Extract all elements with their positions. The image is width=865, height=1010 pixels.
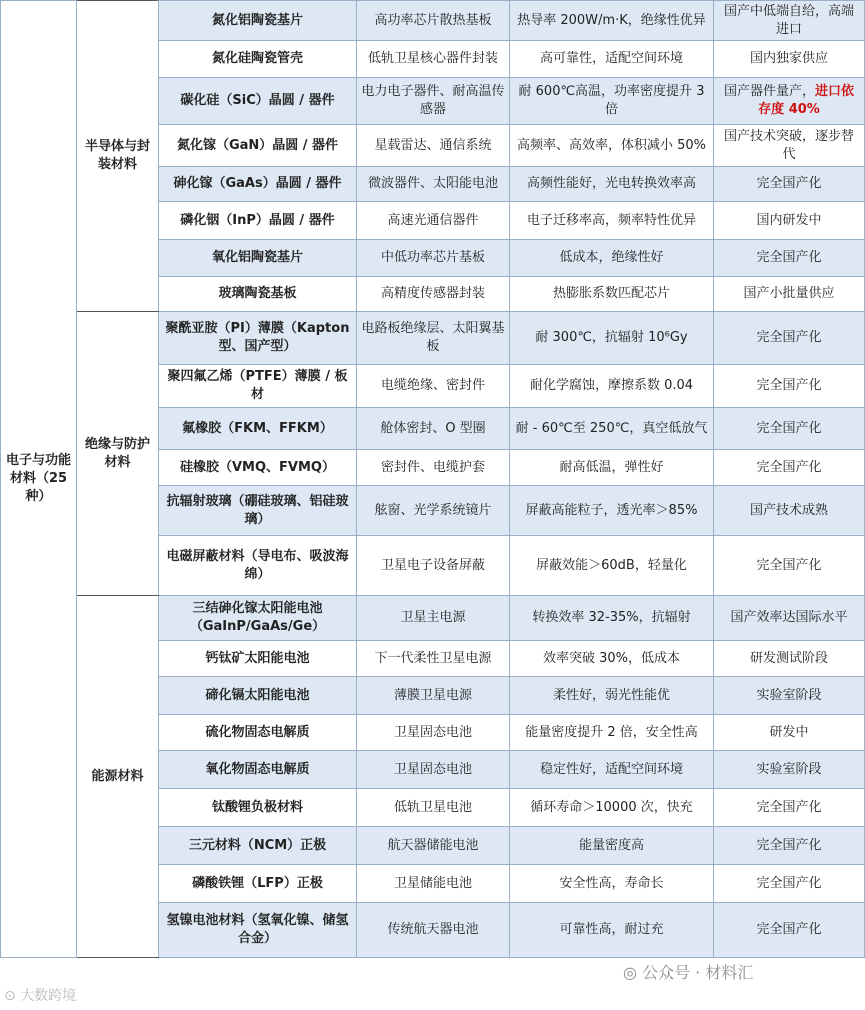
application-cell [357, 677, 510, 715]
performance-text: 稳定性好，适配空间环境 [539, 761, 683, 777]
subcategory-cell: 绝缘与防护材料 [77, 312, 159, 596]
status-text: 完全国产化 [756, 459, 822, 475]
status-cell [714, 240, 865, 277]
status-text: 完全国产化 [756, 330, 822, 345]
application-text: 航天器储能电池 [387, 837, 479, 853]
status-text: 完全国产化 [756, 922, 822, 937]
application-text: 卫星储能电池 [393, 875, 472, 891]
material-text: 硅橡胶（VMQ、FVMQ） [180, 459, 335, 475]
material-cell [159, 1, 357, 41]
status-cell [714, 1, 865, 41]
performance-text: 热膨胀系数匹配芯片 [552, 286, 670, 301]
status-highlight: 进口依存度 40% [758, 84, 855, 117]
application-text: 中低功率芯片基板 [380, 250, 485, 265]
material-text: 三元材料（NCM）正极 [188, 837, 327, 853]
status-text: 国产技术突破，逐步替代 [723, 128, 854, 162]
material-text: 氟橡胶（FKM、FFKM） [182, 420, 333, 436]
material-cell [159, 125, 357, 167]
application-cell [357, 277, 510, 312]
category-cell: 电子与功能材料（25 种） [1, 1, 77, 958]
performance-text: 屏蔽效能＞60dB，轻量化 [536, 557, 687, 573]
performance-text: 可靠性高，耐过充 [559, 922, 664, 937]
watermark-left: ⊙ 大数跨境 [4, 988, 77, 1004]
status-cell [714, 41, 865, 78]
status-cell [714, 865, 865, 903]
status-text: 完全国产化 [756, 799, 822, 815]
application-cell [357, 1, 510, 41]
status-cell [714, 536, 865, 596]
application-text: 微波器件、太阳能电池 [367, 176, 498, 191]
performance-text: 高频率、高效率，体积减小 50% [516, 137, 707, 153]
performance-cell [510, 677, 714, 715]
material-cell [159, 202, 357, 240]
material-cell [159, 78, 357, 125]
application-cell [357, 78, 510, 125]
status-cell [714, 202, 865, 240]
application-text: 星载雷达、通信系统 [374, 137, 492, 153]
application-text: 高功率芯片散热基板 [374, 12, 492, 28]
material-text: 氧化物固态电解质 [205, 761, 310, 777]
performance-text: 转换效率 32-35%，抗辐射 [532, 610, 691, 625]
material-cell [159, 450, 357, 486]
status-cell [714, 903, 865, 958]
application-cell [357, 641, 510, 677]
application-text: 卫星电子设备屏蔽 [380, 557, 485, 573]
application-cell [357, 789, 510, 827]
application-cell [357, 827, 510, 865]
performance-text: 高可靠性，适配空间环境 [539, 51, 683, 66]
performance-text: 柔性好，弱光性能优 [552, 687, 670, 703]
material-cell [159, 789, 357, 827]
performance-text: 耐化学腐蚀，摩擦系数 0.04 [529, 378, 694, 393]
application-text: 电力电子器件、耐高温传感器 [361, 84, 505, 117]
application-cell [357, 312, 510, 365]
performance-text: 安全性高，寿命长 [559, 875, 664, 891]
performance-cell [510, 125, 714, 167]
status-text: 实验室阶段 [756, 687, 822, 703]
status-cell [714, 677, 865, 715]
application-cell [357, 596, 510, 641]
performance-text: 循环寿命＞10000 次，快充 [530, 799, 693, 815]
status-text: 国产技术成熟 [749, 502, 828, 518]
performance-text: 能量密度高 [578, 837, 644, 853]
status-text: 完全国产化 [756, 420, 822, 436]
performance-cell [510, 789, 714, 827]
material-cell [159, 596, 357, 641]
status-cell [714, 277, 865, 312]
status-text: 完全国产化 [756, 378, 822, 393]
material-text: 钙钛矿太阳能电池 [205, 650, 310, 666]
application-cell [357, 903, 510, 958]
performance-text: 耐 600℃高温，功率密度提升 3 倍 [518, 84, 705, 117]
application-text: 电缆绝缘、密封件 [380, 378, 485, 393]
status-cell [714, 827, 865, 865]
status-text: 完全国产化 [756, 176, 822, 191]
performance-cell [510, 167, 714, 202]
performance-cell [510, 450, 714, 486]
material-text: 玻璃陶瓷基板 [218, 286, 297, 301]
material-cell [159, 277, 357, 312]
status-text: 国产效率达国际水平 [730, 610, 848, 625]
material-text: 氮化铝陶瓷基片 [211, 12, 303, 28]
material-text: 磷酸铁锂（LFP）正极 [192, 875, 323, 891]
status-cell [714, 596, 865, 641]
performance-text: 高频性能好，光电转换效率高 [526, 176, 696, 191]
application-cell [357, 240, 510, 277]
material-text: 电磁屏蔽材料（导电布、吸波海绵） [166, 548, 349, 582]
application-cell [357, 450, 510, 486]
status-text: 研发测试阶段 [749, 650, 828, 666]
performance-text: 屏蔽高能粒子，透光率＞85% [525, 502, 698, 518]
material-cell [159, 751, 357, 789]
material-cell [159, 536, 357, 596]
performance-cell [510, 865, 714, 903]
material-text: 硫化物固态电解质 [205, 724, 310, 740]
application-text: 舷窗、光学系统镜片 [374, 502, 492, 518]
status-cell [714, 641, 865, 677]
application-text: 高精度传感器封装 [380, 286, 485, 301]
performance-cell [510, 240, 714, 277]
performance-cell [510, 365, 714, 408]
status-text: 国内研发中 [756, 212, 822, 228]
application-text: 舱体密封、O 型圈 [380, 420, 486, 436]
application-cell [357, 865, 510, 903]
application-cell [357, 751, 510, 789]
status-text: 完全国产化 [756, 557, 822, 573]
status-cell [714, 408, 865, 450]
status-text: 完全国产化 [756, 837, 822, 853]
subcategory-cell: 能源材料 [77, 596, 159, 958]
material-cell [159, 641, 357, 677]
performance-cell [510, 903, 714, 958]
performance-cell [510, 312, 714, 365]
application-cell [357, 365, 510, 408]
material-cell [159, 865, 357, 903]
status-cell [714, 486, 865, 536]
application-text: 低轨卫星电池 [393, 799, 472, 815]
application-text: 卫星主电源 [400, 610, 466, 625]
application-text: 传统航天器电池 [387, 922, 479, 937]
status-text: 完全国产化 [756, 250, 822, 265]
performance-text: 耐高低温，弹性好 [559, 459, 664, 475]
status-cell [714, 78, 865, 125]
material-cell [159, 715, 357, 751]
performance-cell [510, 41, 714, 78]
performance-text: 低成本，绝缘性好 [559, 250, 664, 265]
material-cell [159, 408, 357, 450]
application-text: 高速光通信器件 [387, 212, 479, 228]
material-text: 碲化镉太阳能电池 [205, 687, 310, 703]
status-cell [714, 312, 865, 365]
performance-cell [510, 596, 714, 641]
material-cell [159, 365, 357, 408]
material-text: 氢镍电池材料（氢氧化镍、储氢合金） [166, 913, 349, 946]
performance-text: 能量密度提升 2 倍，安全性高 [525, 724, 698, 740]
application-text: 卫星固态电池 [393, 761, 472, 777]
material-cell [159, 167, 357, 202]
table-body [1, 1, 865, 958]
table-row [1, 1, 865, 41]
status-text: 完全国产化 [756, 875, 822, 891]
performance-cell [510, 827, 714, 865]
wechat-icon: ◎ [623, 963, 637, 982]
application-text: 下一代柔性卫星电源 [374, 650, 492, 666]
application-text: 密封件、电缆护套 [380, 459, 485, 475]
material-text: 氮化硅陶瓷管壳 [211, 51, 303, 66]
performance-cell [510, 78, 714, 125]
performance-text: 热导率 200W/m·K，绝缘性优异 [517, 12, 706, 28]
material-cell [159, 903, 357, 958]
material-cell [159, 486, 357, 536]
status-text: 国产中低端自给，高端进口 [723, 3, 854, 37]
performance-cell [510, 408, 714, 450]
material-text: 钛酸锂负极材料 [211, 799, 303, 815]
material-text: 聚酰亚胺（PI）薄膜（Kapton 型、国产型） [165, 321, 350, 354]
material-text: 磷化铟（InP）晶圆 / 器件 [180, 212, 335, 228]
performance-cell [510, 715, 714, 751]
material-text: 氮化镓（GaN）晶圆 / 器件 [176, 137, 339, 153]
material-text: 三结砷化镓太阳能电池（GaInP/GaAs/Ge） [189, 601, 326, 634]
performance-cell [510, 202, 714, 240]
material-cell [159, 827, 357, 865]
application-text: 低轨卫星核心器件封装 [367, 51, 498, 66]
material-cell [159, 240, 357, 277]
status-cell [714, 167, 865, 202]
material-text: 氧化铝陶瓷基片 [211, 250, 303, 265]
application-cell [357, 125, 510, 167]
table-row [1, 312, 865, 365]
performance-cell [510, 641, 714, 677]
performance-text: 效率突破 30%，低成本 [542, 650, 681, 666]
application-text: 薄膜卫星电源 [393, 687, 472, 703]
application-text: 电路板绝缘层、太阳翼基板 [361, 321, 505, 354]
material-cell [159, 677, 357, 715]
status-cell [714, 751, 865, 789]
status-cell [714, 125, 865, 167]
performance-text: 耐 300℃，抗辐射 10⁶Gy [535, 330, 688, 345]
performance-text: 耐 - 60℃至 250℃，真空低放气 [515, 420, 708, 436]
application-cell [357, 202, 510, 240]
status-cell [714, 450, 865, 486]
performance-cell [510, 486, 714, 536]
material-text: 碳化硅（SiC）晶圆 / 器件 [180, 93, 335, 108]
subcategory-cell: 半导体与封装材料 [77, 1, 159, 312]
material-text: 聚四氟乙烯（PTFE）薄膜 / 板材 [167, 369, 348, 402]
material-text: 砷化镓（GaAs）晶圆 / 器件 [173, 176, 342, 191]
application-cell [357, 41, 510, 78]
watermark-right: ◎ 公众号 · 材料汇 [623, 963, 754, 982]
performance-cell [510, 277, 714, 312]
application-cell [357, 715, 510, 751]
material-text: 抗辐射玻璃（硼硅玻璃、铝硅玻璃） [166, 493, 349, 527]
application-cell [357, 486, 510, 536]
performance-cell [510, 1, 714, 41]
status-cell [714, 789, 865, 827]
material-cell [159, 312, 357, 365]
status-text: 国产小批量供应 [743, 286, 835, 301]
material-cell [159, 41, 357, 78]
status-cell [714, 715, 865, 751]
status-cell [714, 365, 865, 408]
performance-cell [510, 536, 714, 596]
table-row [1, 596, 865, 641]
application-cell [357, 408, 510, 450]
video-icon: ⊙ [4, 988, 16, 1004]
application-cell [357, 536, 510, 596]
performance-text: 电子迁移率高，频率特性优异 [526, 212, 696, 228]
status-text: 研发中 [769, 724, 809, 740]
status-text: 实验室阶段 [756, 761, 822, 777]
application-text: 卫星固态电池 [393, 724, 472, 740]
application-cell [357, 167, 510, 202]
status-text: 国内独家供应 [749, 51, 828, 66]
status-text: 国产器件量产， [723, 84, 815, 99]
performance-cell [510, 751, 714, 789]
